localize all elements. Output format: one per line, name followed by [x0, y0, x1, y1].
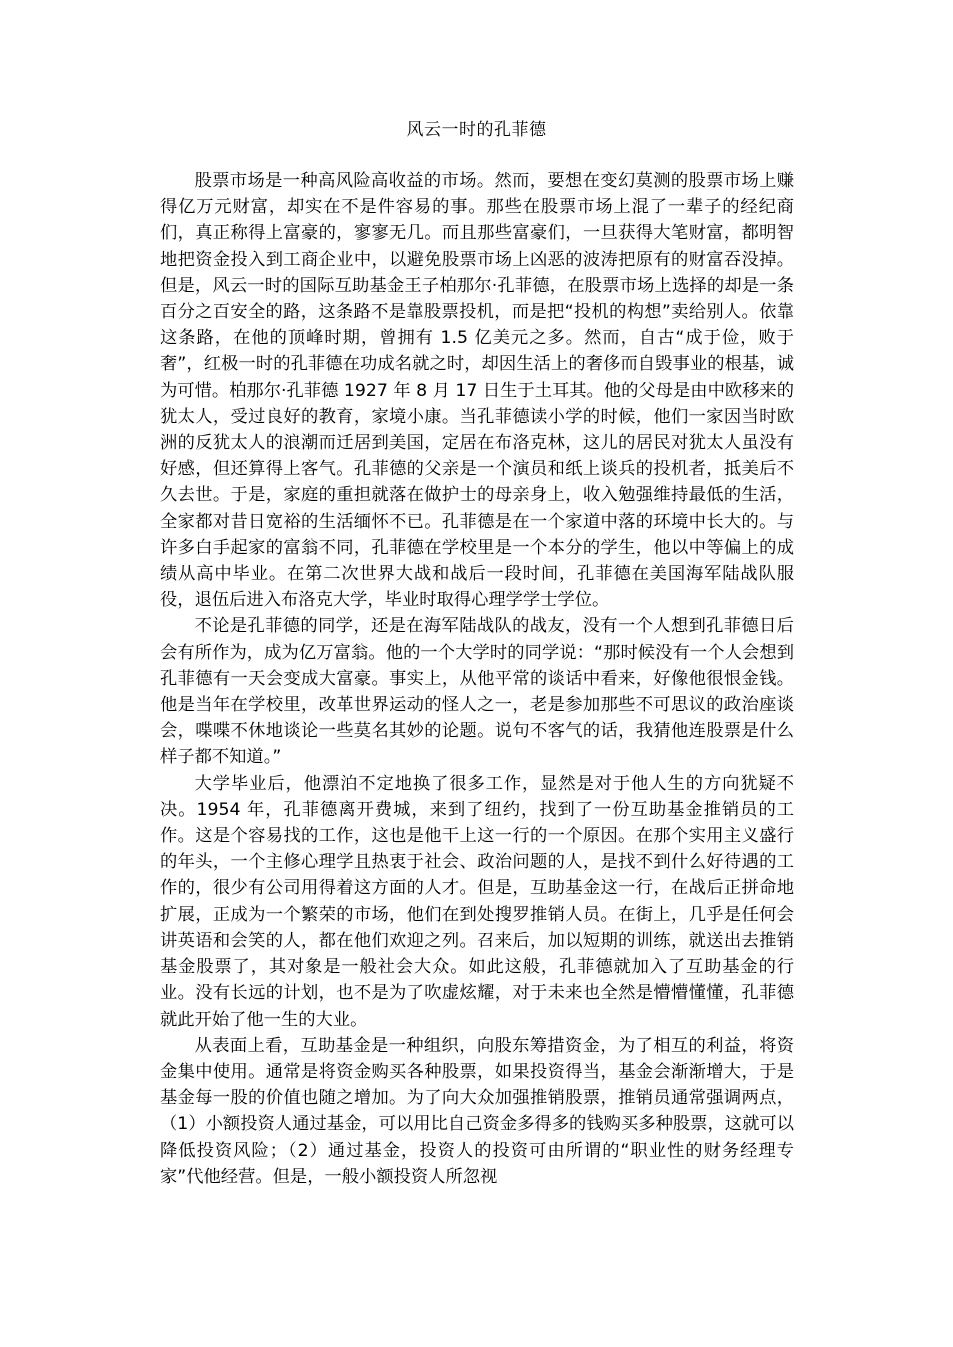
paragraph: 大学毕业后，他漂泊不定地换了很多工作，显然是对于他人生的方向犹疑不决。1954 年，孔菲德离开费城，来到了纽约，找到了一份互助基金推销员的工作。这是个容易找的工作，这也是他干上这一行的一个原因。在那个实用主义盛行的年头，一个主修心理学且热衷于社会、政治问题的人，是找不到什么好待遇的工作的，很少有公司用得着这方面的人才。但是，互助基金这一行，在战后正拼命地扩展，正成为一个繁荣的市场，他们在到处搜罗推销人员。在街上，几乎是任何会讲英语和会笑的人，都在他们欢迎之列。召来后，加以短期的训练，就送出去推销基金股票了，其对象是一般社会大众。如此这般，孔菲德就加入了互助基金的行业。没有长远的计划，也不是为了吹虚炫耀，对于未来也全然是懵懵懂懂，孔菲德就此开始了他一生的大业。	[160, 773, 794, 1030]
paragraph: 股票市场是一种高风险高收益的市场。然而，要想在变幻莫测的股票市场上赚得亿万元财富，却实在不是件容易的事。那些在股票市场上混了一辈子的经纪商们，真正称得上富豪的，寥寥无几。而且那些富豪们，一旦获得大笔财富，都明智地把资金投入到工商企业中，以避免股票市场上凶恶的波涛把原有的财富吞没掉。但是，风云一时的国际互助基金王子柏那尔·孔菲德，在股票市场上选择的却是一条百分之百安全的路，这条路不是靠股票投机，而是把“投机的构想”卖给别人。依靠这条路，在他的顶峰时期，曾拥有 1.5 亿美元之多。然而，自古“成于俭，败于奢”，红极一时的孔菲德在功成名就之时，却因生活上的奢侈而自毁事业的根基，诚为可惜。柏那尔·孔菲德 1927 年 8 月 17 日生于土耳其。他的父母是由中欧移来的犹太人，受过良好的教育，家境小康。当孔菲德读小学的时候，他们一家因当时欧洲的反犹太人的浪潮而迁居到美国，定居在布洛克林，这儿的居民对犹太人虽没有好感，但还算得上客气。孔菲德的父亲是一个演员和纸上谈兵的投机者，抵美后不久去世。于是，家庭的重担就落在做护士的母亲身上，收入勉强维持最低的生活，全家都对昔日宽裕的生活缅怀不已。孔菲德是在一个家道中落的环境中长大的。与许多白手起家的富翁不同，孔菲德在学校里是一个本分的学生，他以中等偏上的成绩从高中毕业。在第二次世界大战和战后一段时间，孔菲德在美国海军陆战队服役，退伍后进入布洛克大学，毕业时取得心理学学士学位。	[160, 171, 794, 611]
document-title: 风云一时的孔菲德	[406, 120, 547, 140]
paragraph: 不论是孔菲德的同学，还是在海军陆战队的战友，没有一个人想到孔菲德日后会有所作为，成为亿万富翁。他的一个大学时的同学说：“那时候没有一个人会想到孔菲德有一天会变成大富豪。事实上，从他平常的谈话中看来，好像他很恨金钱。他是当年在学校里，改革世界运动的怪人之一，老是参加那些不可思议的政治座谈会，喋喋不休地谈论一些莫名其妙的论题。说句不客气的话，我猜他连股票是什么样子都不知道。”	[160, 616, 794, 768]
paragraph: 从表面上看，互助基金是一种组织，向股东筹措资金，为了相互的利益，将资金集中使用。通常是将资金购买各种股票，如果投资得当，基金会渐渐增大，于是基金每一股的价值也随之增加。为了向大众加强推销股票，推销员通常强调两点，（1）小额投资人通过基金，可以用比自己资金多得多的钱购买多种股票，这就可以降低投资风险；（2）通过基金，投资人的投资可由所谓的“职业性的财务经理专家”代他经营。但是，一般小额投资人所忽视	[160, 1035, 794, 1187]
document-body	[160, 168, 794, 1190]
